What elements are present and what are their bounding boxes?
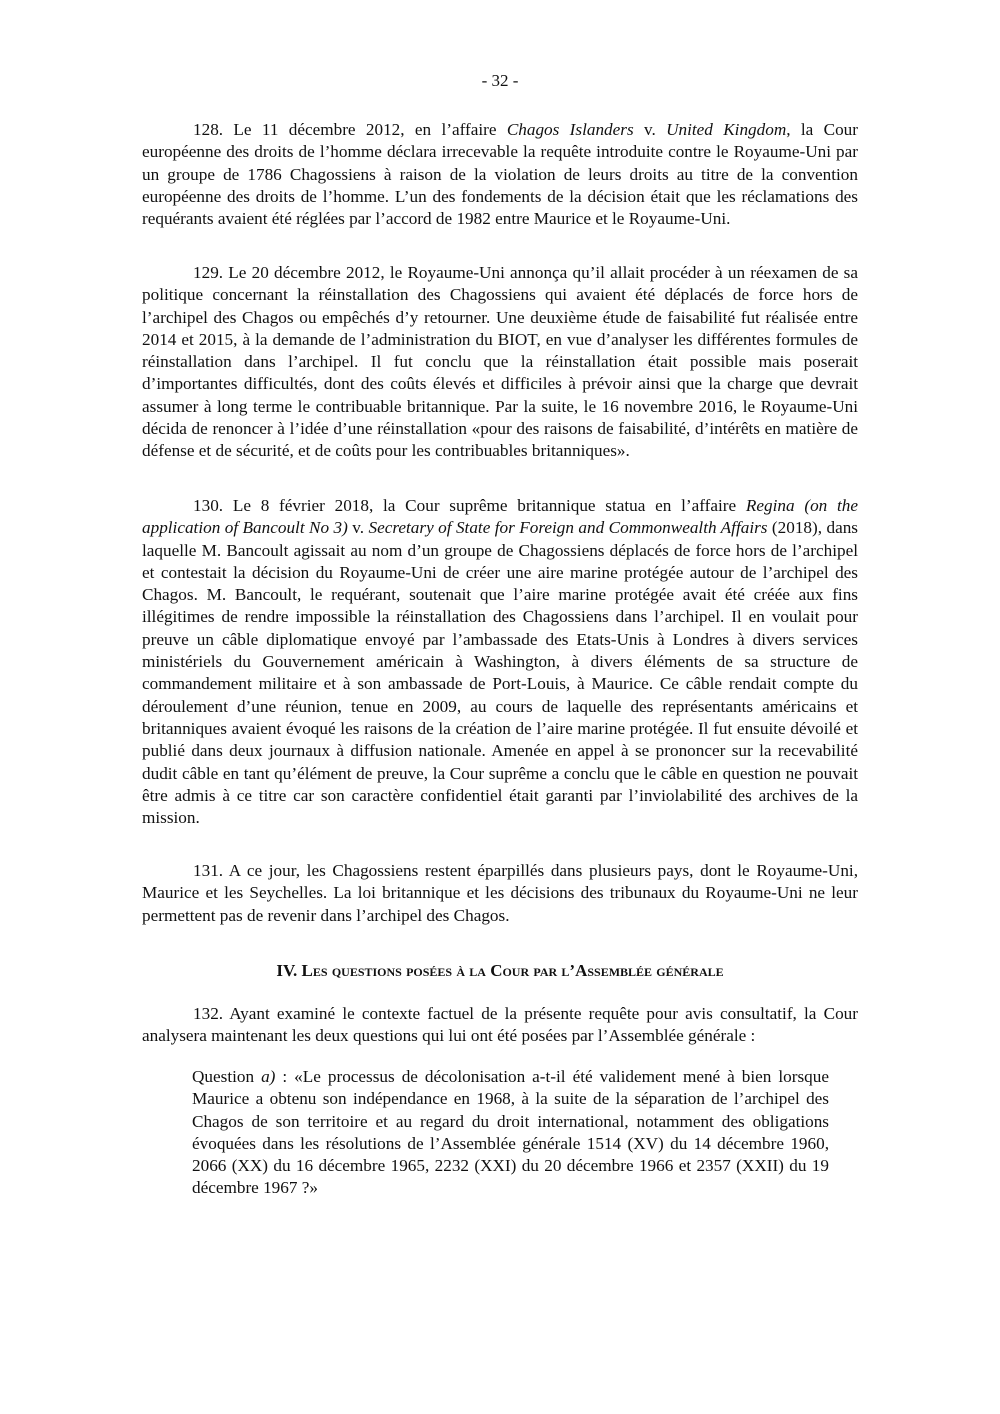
versus: v.	[633, 120, 667, 139]
paragraph-130	[142, 495, 858, 829]
paragraph-text: (2018), dans laquelle M. Bancoult agissait au nom d’un groupe de Chagossiens déplacés de force hors de l’archipel et contestait la décision du Royaume-Uni de créer une aire marine protégée autour de l’archipel des Chagos. M. Bancoult, le requérant, soutenait que l’aire marine protégée avait été créée aux fins illégitimes de rendre impossible la réinstallation des Chagossiens dans l’archipel. Il en voulait pour preuve un câble diplomatique envoyé par l’ambassade des Etats-Unis à Londres à divers services ministériels du Gouvernement américain à Washington, à divers éléments de sa structure de commandement militaire et à son ambassade de Port-Louis, à Maurice. Ce câble rendait compte du déroulement d’une réunion, tenue en 2009, au cours de laquelle des représentants américains et britanniques avaient évoqué les raisons de la création de l’aire marine protégée. Il fut ensuite dévoilé et publié dans deux journaux à diffusion nationale. Amenée en appel à se prononcer sur la recevabilité dudit câble en tant qu’élément de preuve, la Cour suprême a conclu que le câble en question ne pouvait être admis à ce titre car son caractère confidentiel était garanti par l’inviolabilité des archives de la mission.	[142, 518, 858, 828]
paragraph-number: 132.	[193, 1004, 224, 1023]
paragraph-text: Le 11 décembre 2012, en l’affaire	[223, 120, 507, 139]
paragraph-132	[142, 1003, 858, 1048]
case-name: Chagos Islanders	[506, 120, 634, 139]
section-title: Les questions posées à la Cour par l’Assemblée générale	[301, 961, 724, 980]
paragraph-text: Le 20 décembre 2012, le Royaume-Uni annonça qu’il allait procéder à un réexamen de sa politique concernant la réinstallation des Chagossiens qui avaient été déplacés de force hors de l’archipel des Chagos ou empêchés d’y retourner. Une deuxième étude de faisabilité fut réalisée entre 2014 et 2015, à la demande de l’administration du BIOT, en vue d’analyser les différentes formules de réinstallation dans l’archipel. Il fut conclu que la réinstallation était possible mais poserait d’importantes difficultés, dont des coûts élevés et difficiles à prévoir ainsi que la charge que devrait assumer à long terme le contribuable britannique. Par la suite, le 16 novembre 2016, le Royaume-Uni décida de renoncer à l’idée d’une réinstallation «pour des raisons de faisabilité, d’intérêts en matière de défense et de sécurité, et de coûts pour les contribuables britanniques».	[142, 263, 858, 461]
section-numeral: IV.	[276, 961, 298, 980]
paragraph-number: 128.	[193, 120, 224, 139]
question-letter: a)	[261, 1067, 276, 1086]
paragraph-number: 130.	[193, 496, 224, 515]
paragraph-129	[142, 262, 858, 463]
page-number: - 32 -	[481, 71, 519, 90]
section-heading	[0, 961, 1000, 981]
paragraph-number: 129.	[193, 263, 224, 282]
paragraph-text: , la Cour européenne des droits de l’homme déclara irrecevable la requête introduite contre le Royaume-Uni par un groupe de 1786 Chagossiens à raison de la violation de leurs droits au titre de la convention européenne des droits de l’homme. L’un des fondements de la décision était que les réclamations des requérants avaient été réglées par l’accord de 1982 entre Maurice et le Royaume-Uni.	[142, 120, 858, 229]
paragraph-text: Le 8 février 2018, la Cour suprême britannique statua en l’affaire	[223, 496, 746, 515]
versus: v.	[347, 518, 369, 538]
paragraph-text: Ayant examiné le contexte factuel de la présente requête pour avis consultatif, la Cour analysera maintenant les deux questions qui lui ont été posées par l’Assemblée générale :	[142, 1004, 858, 1046]
case-name: Regina (on the application of Bancoult No 3)	[142, 496, 859, 538]
paragraph-text: A ce jour, les Chagossiens restent éparpillés dans plusieurs pays, dont le Royaume-Uni, Maurice et les Seychelles. La loi britannique et les décisions des tribunaux du Royaume-Uni ne leur permettent pas de revenir dans l’archipel des Chagos.	[142, 861, 858, 925]
case-name-party: Secretary of State for Foreign and Commonwealth Affairs	[368, 518, 768, 538]
paragraph-128	[142, 119, 858, 230]
question-label: Question	[192, 1067, 262, 1086]
case-name-party: United Kingdom	[666, 120, 787, 139]
question-a-quote	[192, 1066, 829, 1200]
paragraph-131	[142, 860, 858, 927]
question-text: : «Le processus de décolonisation a-t-il été validement mené à bien lorsque Maurice a obtenu son indépendance en 1968, à la suite de la séparation de l’archipel des Chagos de son territoire et au regard du droit international, notamment des obligations évoquées dans les résolutions de l’Assemblée générale 1514 (XV) du 14 décembre 1960, 2066 (XX) du 16 décembre 1965, 2232 (XXI) du 20 décembre 1966 et 2357 (XXII) du 19 décembre 1967 ?»	[192, 1067, 829, 1198]
paragraph-number: 131.	[193, 861, 224, 880]
